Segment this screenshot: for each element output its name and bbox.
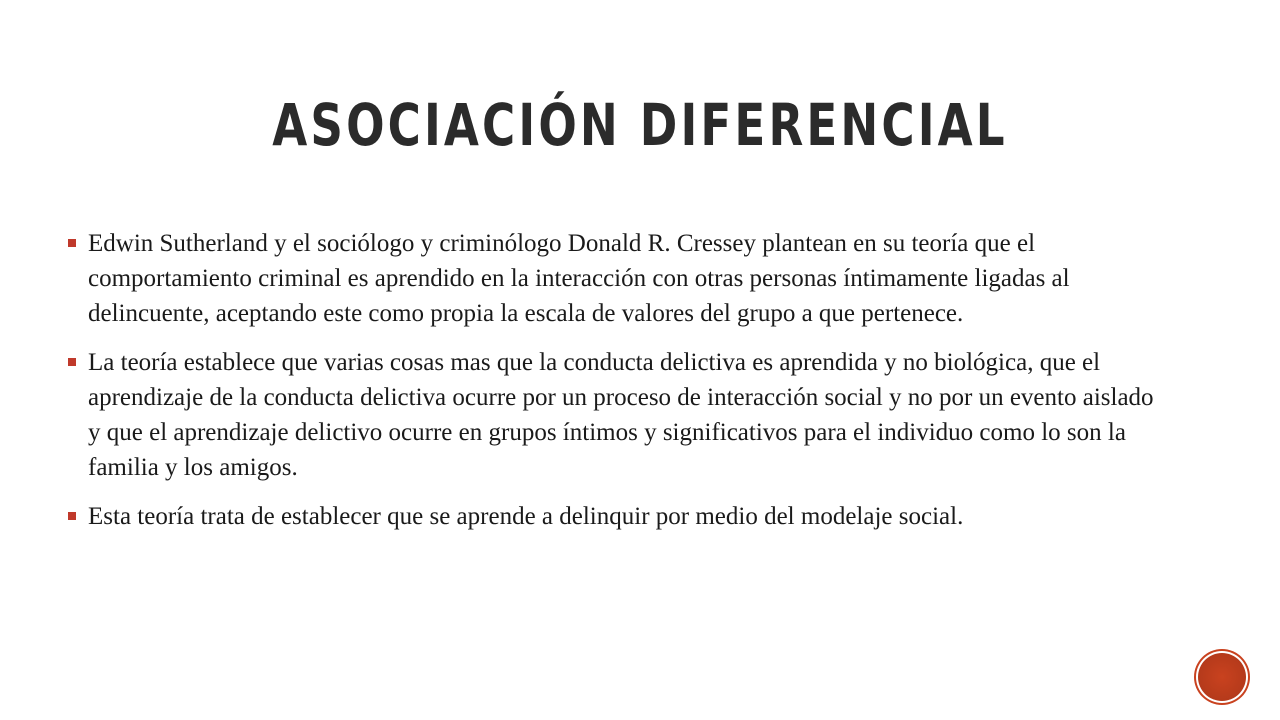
bullet-text: Edwin Sutherland y el sociólogo y criminólogo Donald R. Cressey plantean en su teoría que el comportamiento criminal es aprendido en la interacción con otras personas íntimamente ligadas al delincuente, aceptando este como propia la escala de valores del grupo a que pertenece.	[88, 230, 1070, 327]
bullet-item	[64, 226, 1154, 331]
square-bullet-icon	[68, 512, 76, 520]
bullet-text: Esta teoría trata de establecer que se aprende a delinquir por medio del modelaje social.	[88, 503, 964, 530]
square-bullet-icon	[68, 239, 76, 247]
bullet-item	[64, 499, 1154, 534]
nav-circle-icon[interactable]	[1198, 653, 1246, 701]
bullet-text: La teoría establece que varias cosas mas que la conducta delictiva es aprendida y no biológica, que el aprendizaje de la conducta delictiva ocurre por un proceso de interacción social y no por un evento aislado y que el aprendizaje delictivo ocurre en grupos íntimos y significativos para el individuo como lo son la familia y los amigos.	[88, 349, 1154, 481]
slide-title: ASOCIACIÓN DIFERENCIAL	[272, 91, 1008, 159]
bullet-list	[64, 226, 1154, 548]
square-bullet-icon	[68, 358, 76, 366]
bullet-item	[64, 345, 1154, 485]
